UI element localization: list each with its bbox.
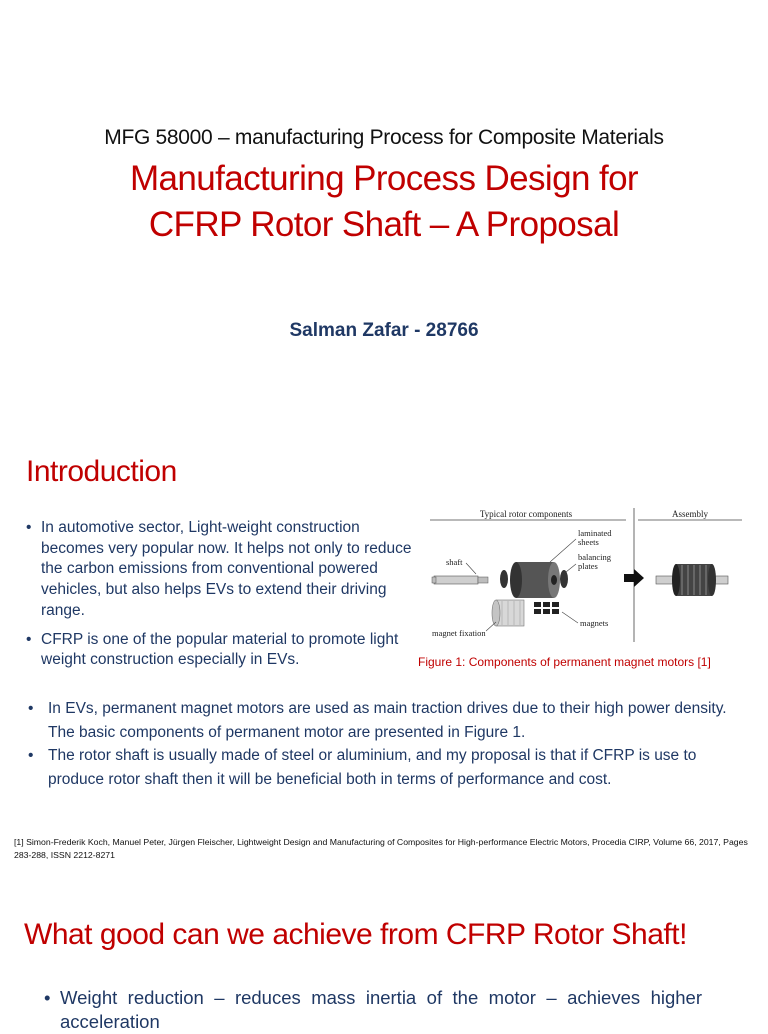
figure-caption: Figure 1: Components of permanent magnet motors [1] (418, 655, 711, 669)
rotor-components-figure (424, 506, 746, 646)
title-line-1: Manufacturing Process Design for (130, 159, 638, 198)
laminated-sheets-shape (510, 562, 560, 598)
label-magnets: magnets (580, 618, 609, 628)
magnet-fixation-shape (492, 600, 524, 626)
list-item: • CFRP is one of the popular material to promote light weight construction especially in EVs. (26, 630, 414, 671)
rotor-components-diagram (424, 506, 746, 646)
label-magnet-fixation: magnet fixation (432, 628, 486, 638)
list-item: • In EVs, permanent magnet motors are used as main traction drives due to their high power density. The basic components of permanent motor are presented in Figure 1. (28, 697, 728, 744)
figure-header-right: Assembly (672, 509, 708, 519)
label-balancing-1: balancing (578, 552, 612, 562)
list-item: • The rotor shaft is usually made of steel or aluminium, and my proposal is that if CFRP is use to produce rotor shaft then it will be beneficial both in terms of performance and cost. (28, 744, 728, 791)
introduction-heading: Introduction (26, 455, 177, 488)
label-laminated-2: sheets (578, 537, 599, 547)
list-item: • In automotive sector, Light-weight construction becomes very popular now. It helps not only to reduce the carbon emissions from conventional powered vehicles, but also helps EVs to extend their driving range. (26, 518, 414, 622)
label-balancing-2: plates (578, 561, 598, 571)
label-laminated-1: laminated (578, 528, 612, 538)
document-title (0, 156, 768, 248)
benefits-heading: What good can we achieve from CFRP Rotor Shaft! (24, 918, 687, 951)
motor-bullet-list (28, 697, 728, 791)
figure-header-left: Typical rotor components (479, 509, 573, 519)
author-line: Salman Zafar - 28766 (289, 320, 479, 341)
label-shaft: shaft (446, 557, 463, 567)
course-title: MFG 58000 – manufacturing Process for Composite Materials (104, 126, 664, 149)
shaft-shape (432, 576, 488, 584)
title-line-2: CFRP Rotor Shaft – A Proposal (148, 205, 620, 244)
list-item: • Weight reduction – reduces mass inertia of the motor – achieves higher acceleration (44, 986, 702, 1034)
reference-citation: [1] Simon-Frederik Koch, Manuel Peter, Jürgen Fleischer, Lightweight Design and Manufacturing of Composites for High-performance Electric Motors, Procedia CIRP, Volume 66, 2017, Pages 283-288, ISSN 2212-8271 (14, 837, 748, 860)
benefits-bullet-list (44, 986, 702, 1034)
introduction-bullet-list (26, 518, 414, 679)
